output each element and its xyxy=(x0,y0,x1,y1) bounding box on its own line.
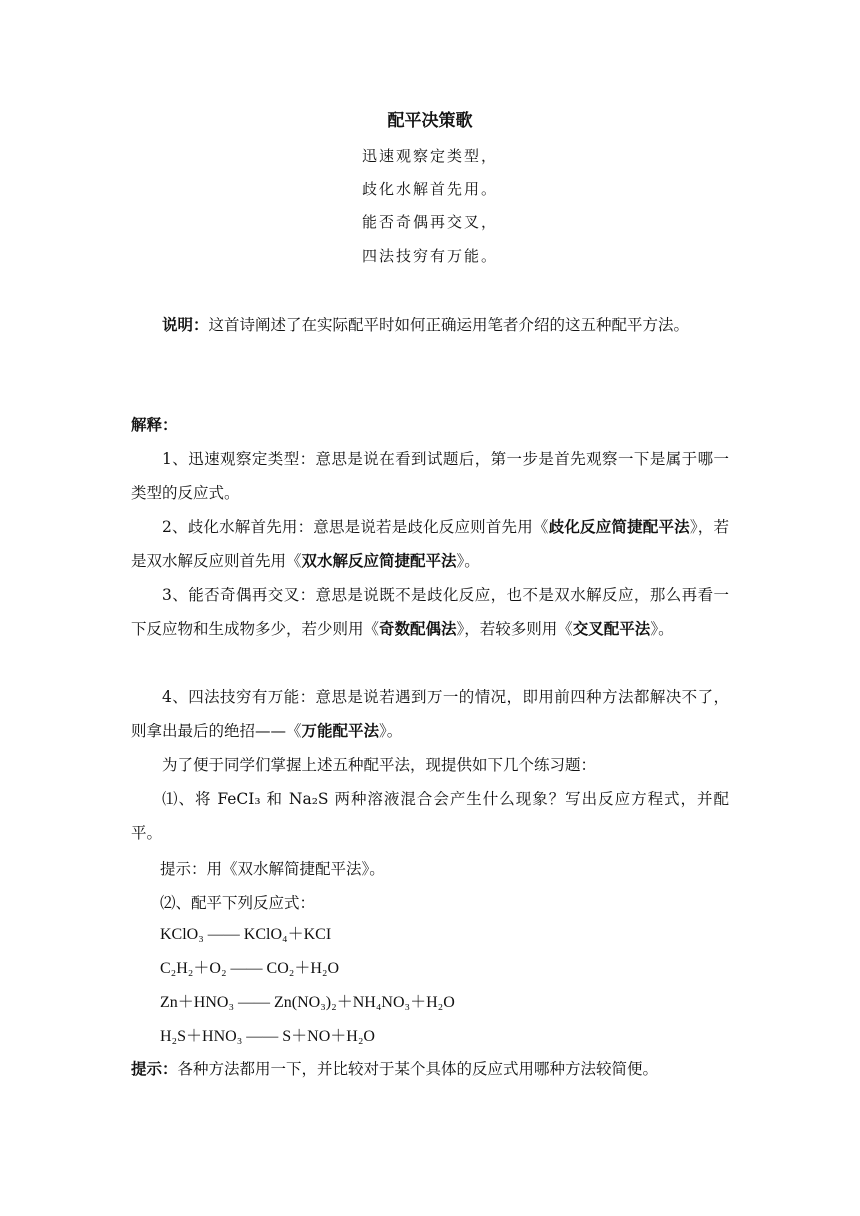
poem-line-1: 迅速观察定类型， xyxy=(361,147,498,165)
note-label: 说明： xyxy=(162,316,209,334)
item2-lead: 2、歧化水解首先用： xyxy=(162,518,314,536)
exercise-intro: 为了便于同学们掌握上述五种配平法，现提供如下几个练习题： xyxy=(162,756,597,774)
explain-heading: 解释： xyxy=(131,416,178,434)
note-text: 这首诗阐述了在实际配平时如何正确运用笔者介绍的这五种配平方法。 xyxy=(208,316,690,334)
item2-text-3: 》。 xyxy=(456,552,480,570)
item2-method-2: 双水解反应简捷配平法 xyxy=(301,552,457,570)
poem-line-2: 歧化水解首先用。 xyxy=(361,180,498,198)
item1-lead: 1、迅速观察定类型： xyxy=(162,450,316,468)
hint2-text: 各种方法都用一下，并比较对于某个具体的反应式用哪种方法较简便。 xyxy=(177,1060,659,1078)
item4-lead: 4、四法技穷有万能： xyxy=(162,688,316,706)
hint-2 xyxy=(131,1056,658,1082)
explain-item-1 xyxy=(131,442,729,510)
page-title: 配平决策歌 xyxy=(387,111,473,131)
item3-text-1: 意思是说既不是歧化反应，也不是双水解反应，那么再看一下反应物和生成物多少，若少则用《 xyxy=(131,586,729,638)
equation-3: Zn＋HNO₃ —— Zn(NO₃)₂＋NH₄NO₃＋H₂O xyxy=(160,994,455,1011)
explain-item-3 xyxy=(131,578,729,646)
question-2: ⑵、配平下列反应式： xyxy=(160,894,316,912)
equation-4: H₂S＋HNO₃ —— S＋NO＋H₂O xyxy=(160,1028,375,1045)
explain-item-4 xyxy=(131,680,729,748)
equation-1: KClO₃ —— KClO₄＋KCI xyxy=(160,926,332,943)
equation-2: C₂H₂＋O₂ —— CO₂＋H₂O xyxy=(160,960,340,977)
item3-lead: 3、能否奇偶再交叉： xyxy=(162,586,316,604)
item2-method-1: 歧化反应简捷配平法 xyxy=(548,518,690,536)
item2-text-2: 》，若是双水解反应则首先用《 xyxy=(131,518,729,570)
poem-line-3: 能否奇偶再交叉， xyxy=(361,213,498,231)
question-1 xyxy=(131,782,729,850)
item4-text-2: 》。 xyxy=(379,722,403,740)
explain-item-2 xyxy=(131,510,729,578)
poem-line-4: 四法技穷有万能。 xyxy=(361,247,498,265)
item2-text-1: 意思是说若是歧化反应则首先用《 xyxy=(313,518,549,536)
item3-text-2: 》，若较多则用《 xyxy=(456,620,573,638)
item4-text-1: 意思是说若遇到万一的情况，即用前四种方法都解决不了，则拿出最后的绝招——《 xyxy=(131,688,729,740)
hint2-label: 提示： xyxy=(131,1060,178,1078)
item3-method-2: 交叉配平法 xyxy=(572,620,651,638)
hint-1: 提示：用《双水解简捷配平法》。 xyxy=(160,860,385,878)
item4-method: 万能配平法 xyxy=(301,722,380,740)
note-paragraph xyxy=(131,308,729,342)
q1-text: ⑴、将 FeCI₃ 和 Na₂S 两种溶液混合会产生什么现象？写出反应方程式，并配平。 xyxy=(131,790,729,842)
item3-method-1: 奇数配偶法 xyxy=(379,620,457,638)
item3-text-3: 》。 xyxy=(650,620,674,638)
item1-text: 意思是说在看到试题后，第一步是首先观察一下是属于哪一类型的反应式。 xyxy=(131,450,729,502)
